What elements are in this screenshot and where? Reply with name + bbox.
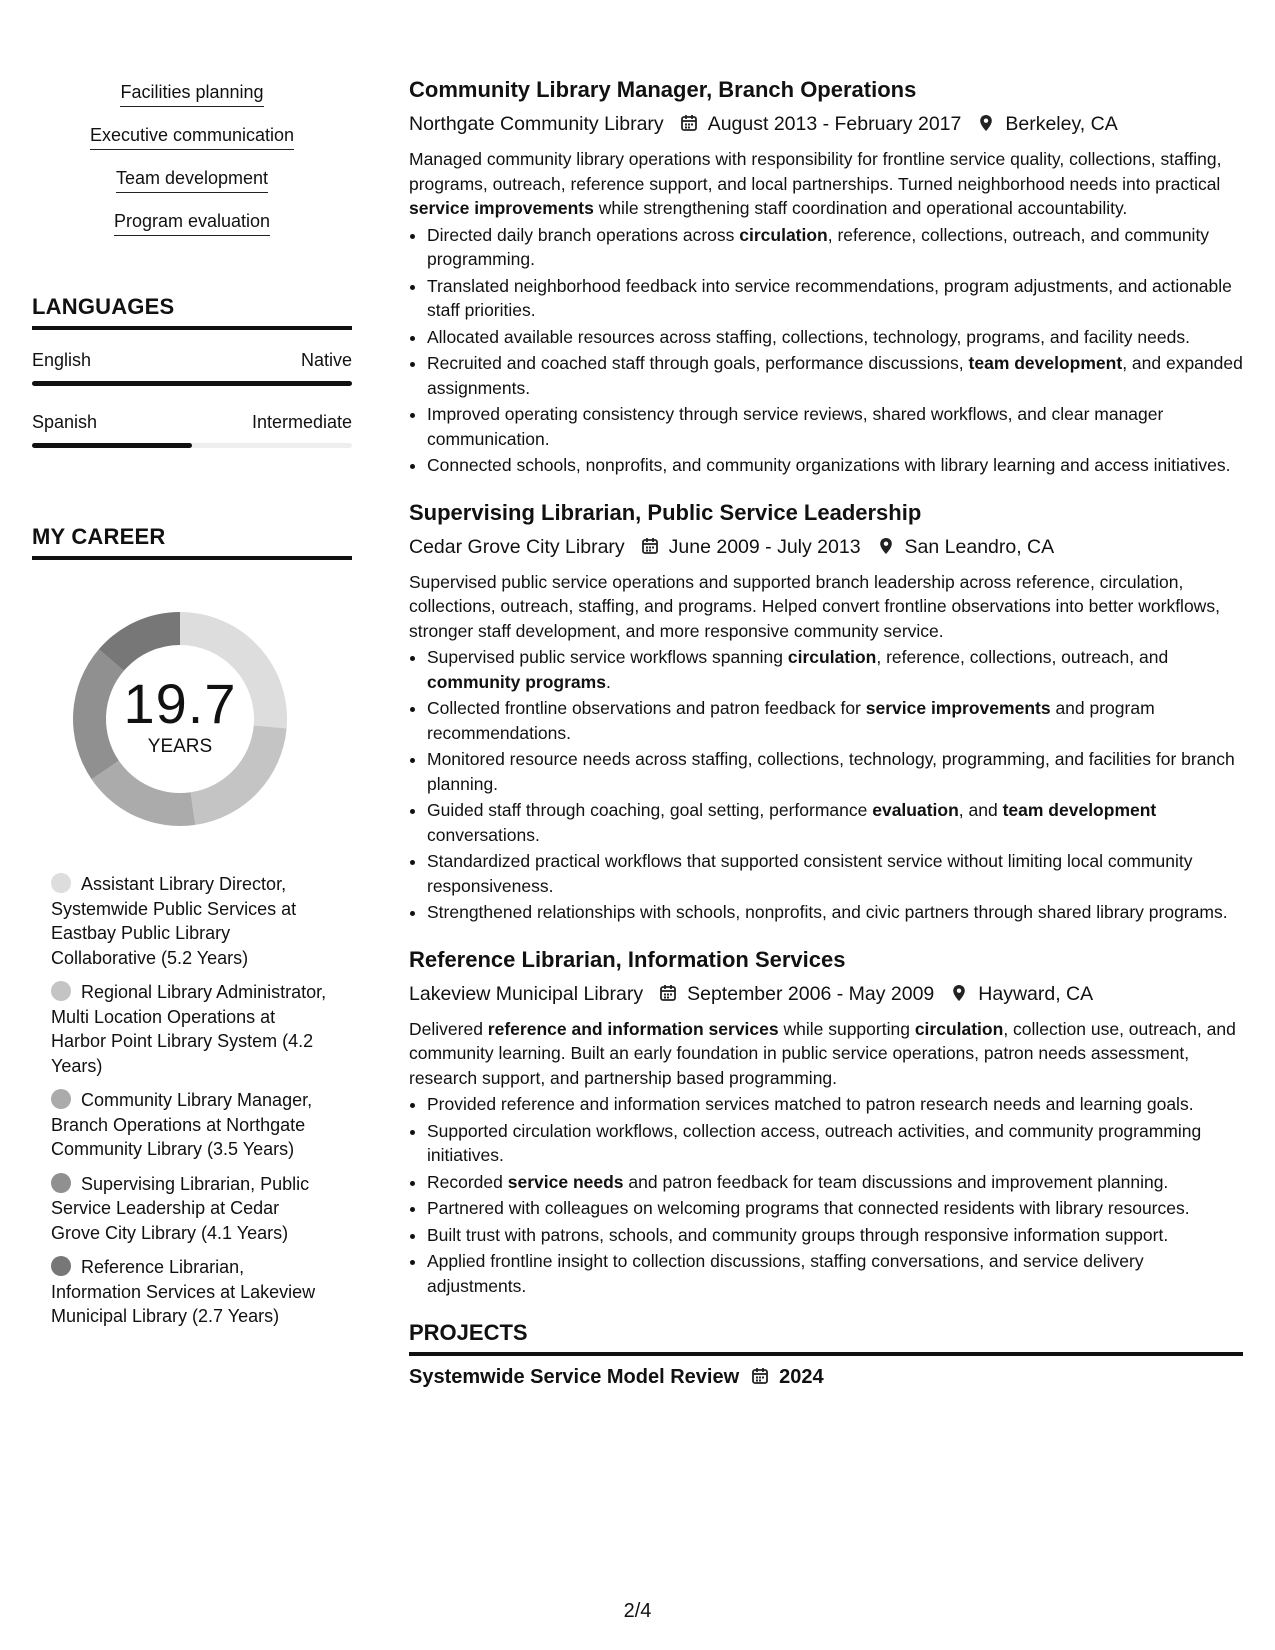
legend-label: Supervising Librarian, Public Service Leadership at Cedar Grove City Library (4.1 Years) [51, 1173, 310, 1243]
job-bullet: • Translated neighborhood feedback into service recommendations, program adjustments, and actionable staff priorities. [427, 274, 1243, 323]
projects-heading: PROJECTS [409, 1320, 1243, 1356]
skill-tag: Executive communication [90, 123, 294, 150]
language-name: English [32, 350, 92, 370]
calendar-icon [641, 536, 659, 554]
legend-dot [51, 1256, 71, 1276]
job-entry [409, 77, 1243, 478]
job-bullet: • Supervised public service workflows spanning circulation, reference, collections, outreach, and community programs. [427, 645, 1243, 694]
job-title: Community Library Manager, Branch Operations [409, 77, 917, 102]
job-bullets [409, 223, 1243, 478]
job-bullet: • Directed daily branch operations across circulation, reference, collections, outreach, and community programming. [427, 223, 1243, 272]
job-bullet: • Guided staff through coaching, goal setting, performance evaluation, and team development conversations. [427, 798, 1243, 847]
legend-label: Community Library Manager, Branch Operations at Northgate Community Library (3.5 Years) [51, 1090, 313, 1159]
career-legend-item [51, 1088, 331, 1162]
job-bullet: • Applied frontline insight to collection discussions, staffing conversations, and service delivery adjustments. [427, 1249, 1243, 1298]
job-meta [409, 534, 1243, 560]
job-location: San Leandro, CA [904, 535, 1055, 558]
job-bullet: • Connected schools, nonprofits, and community organizations with library learning and access initiatives. [427, 453, 1243, 478]
job-bullet: • Monitored resource needs across staffing, collections, technology, programming, and facilities for branch planning. [427, 747, 1243, 796]
language-level: Intermediate [251, 412, 352, 432]
job-bullet: • Supported circulation workflows, collection access, outreach activities, and community programming initiatives. [427, 1119, 1243, 1168]
job-location: Berkeley, CA [1005, 113, 1118, 135]
job-location: Hayward, CA [978, 982, 1094, 1005]
legend-label: Regional Library Administrator, Multi Location Operations at Harbor Point Library System (4.2 Years) [51, 982, 327, 1076]
language-proficiency-fill [32, 443, 192, 448]
career-total-years: 19.7 [123, 672, 237, 735]
job-summary: Delivered reference and information services while supporting circulation, collection use, outreach, and community learning. Built an early foundation in public service operations, patron needs assessment, research support, and partnership based programming. [409, 1018, 1236, 1088]
job-summary: Supervised public service operations and supported branch leadership across reference, circulation, collections, outreach, staffing, and programs. Helped convert frontline observations into better workflows, stronger staff development, and more responsive community service. [409, 571, 1220, 641]
job-bullet: • Collected frontline observations and patron feedback for service improvements and program recommendations. [427, 696, 1243, 745]
calendar-icon [659, 983, 677, 1001]
languages-heading: LANGUAGES [32, 294, 352, 330]
job-bullet: • Standardized practical workflows that supported consistent service without limiting local community responsiveness. [427, 849, 1243, 898]
skills-list [32, 80, 352, 252]
job-title: Supervising Librarian, Public Service Leadership [409, 499, 922, 525]
job-dates: September 2006 - May 2009 [687, 982, 935, 1005]
language-proficiency-bar [32, 443, 352, 448]
job-bullet: • Built trust with patrons, schools, and community groups through responsive information support. [427, 1223, 1243, 1248]
career-legend-item [51, 1255, 331, 1329]
calendar-icon [751, 1367, 769, 1385]
main-content [409, 77, 1243, 1389]
job-dates: August 2013 - February 2017 [707, 113, 962, 135]
job-dates: June 2009 - July 2013 [668, 535, 861, 558]
career-total-unit: YEARS [147, 736, 213, 757]
language-proficiency-fill [32, 381, 352, 386]
legend-dot [51, 1173, 71, 1193]
calendar-icon [680, 113, 698, 131]
language-item [32, 412, 352, 448]
job-company: Lakeview Municipal Library [409, 982, 644, 1005]
job-entry [409, 500, 1243, 925]
project-item [409, 1366, 1243, 1389]
project-year: 2024 [779, 1366, 824, 1388]
job-bullet: • Strengthened relationships with schools, nonprofits, and civic partners through shared library programs. [427, 900, 1243, 925]
map-pin-icon [950, 983, 968, 1001]
job-bullets [409, 1092, 1243, 1298]
career-heading: MY CAREER [32, 524, 352, 560]
job-bullet: • Allocated available resources across staffing, collections, technology, programs, and facility needs. [427, 325, 1243, 350]
job-bullet: • Improved operating consistency through service reviews, shared workflows, and clear manager communication. [427, 402, 1243, 451]
job-title: Reference Librarian, Information Services [409, 946, 846, 972]
career-legend-item [51, 1172, 331, 1246]
language-proficiency-bar [32, 381, 352, 386]
job-bullet: • Recruited and coached staff through goals, performance discussions, team development, and expanded assignments. [427, 351, 1243, 400]
map-pin-icon [877, 536, 895, 554]
legend-label: Assistant Library Director, Systemwide Public Services at Eastbay Public Library Collaborative (5.2 Years) [51, 874, 297, 968]
job-meta [409, 111, 1243, 137]
job-entry [409, 947, 1243, 1299]
skill-tag: Team development [116, 166, 268, 193]
job-bullet: • Partnered with colleagues on welcoming programs that connected residents with library resources. [427, 1196, 1243, 1221]
career-donut-chart [65, 604, 295, 834]
job-bullet: • Recorded service needs and patron feedback for team discussions and improvement planning. [427, 1170, 1243, 1195]
career-legend-item [51, 980, 331, 1078]
job-company: Northgate Community Library [409, 113, 664, 135]
language-item [32, 350, 352, 386]
skill-tag: Program evaluation [114, 209, 270, 236]
job-bullets [409, 645, 1243, 925]
sidebar [32, 80, 352, 1339]
legend-dot [51, 873, 71, 893]
job-company: Cedar Grove City Library [409, 535, 625, 558]
job-summary: Managed community library operations with responsibility for frontline service quality, collections, staffing, programs, outreach, reference support, and local partnerships. Turned neighborhood needs into practical service improvements while strengthening staff coordination and operational accountability. [409, 149, 1222, 218]
legend-dot [51, 981, 71, 1001]
job-meta [409, 981, 1243, 1007]
language-name: Spanish [32, 412, 98, 432]
project-name: Systemwide Service Model Review [409, 1366, 740, 1388]
job-bullet: • Provided reference and information services matched to patron research needs and learning goals. [427, 1092, 1243, 1117]
page-number: 2/4 [623, 1600, 652, 1622]
map-pin-icon [977, 113, 995, 131]
skill-tag: Facilities planning [120, 80, 263, 107]
language-level: Native [300, 350, 352, 370]
career-legend-item [51, 872, 331, 970]
career-legend [32, 872, 331, 1329]
legend-dot [51, 1089, 71, 1109]
legend-label: Reference Librarian, Information Services at Lakeview Municipal Library (2.7 Years) [51, 1257, 316, 1326]
